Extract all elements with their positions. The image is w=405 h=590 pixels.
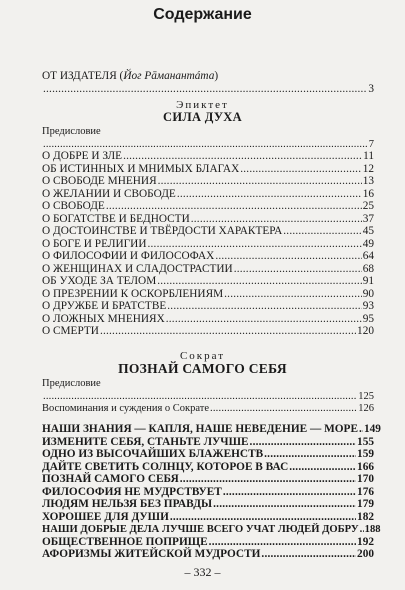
leader-dots <box>210 402 357 415</box>
toc-entry[interactable]: ОДНО ИЗ ВЫСОЧАЙШИХ БЛАЖЕНСТВ ..... 159 <box>42 448 374 461</box>
toc-page-number: 125 <box>358 391 374 402</box>
leader-dots <box>209 536 356 549</box>
leader-dots <box>234 263 362 276</box>
toc-entry[interactable]: АФОРИЗМЫ ЖИТЕЙСКОЙ МУДРОСТИ ..... 200 <box>42 548 374 561</box>
toc-entry[interactable]: О СМЕРТИ ..... 120 <box>42 325 374 338</box>
toc-entry[interactable]: О ЛОЖНЫХ МНЕНИЯХ ..... 95 <box>42 313 374 326</box>
leader-dots <box>224 288 362 301</box>
toc-entry[interactable]: ОБ ИСТИННЫХ И МНИМЫХ БЛАГАХ ..... 12 <box>42 163 374 176</box>
toc-entry[interactable]: О СВОБОДЕ МНЕНИЯ ..... 13 <box>42 175 374 188</box>
toc-entry[interactable]: О ДОБРЕ И ЗЛЕ ..... 11 <box>42 150 374 163</box>
toc-entry[interactable]: ХОРОШЕЕ ДЛЯ ДУШИ ..... 182 <box>42 511 374 524</box>
toc-entry-label: ОТ ИЗДАТЕЛЯ (Йог Рāманантáта) <box>42 70 219 82</box>
toc-entry-label: Предисловие <box>42 126 101 137</box>
leader-dots <box>157 275 361 288</box>
leader-dots <box>359 423 363 436</box>
leader-dots <box>180 473 356 486</box>
leader-dots <box>283 225 361 238</box>
section-author-socrates: Сократ <box>179 350 226 362</box>
leader-dots <box>240 163 361 176</box>
leader-dots <box>289 461 356 474</box>
section-author-epictetus: Эпиктет <box>176 99 229 111</box>
leader-dots <box>158 175 362 188</box>
toc-entry[interactable]: О ПРЕЗРЕНИИ К ОСКОРБЛЕНИЯМ ..... 90 <box>42 288 374 301</box>
toc-entry[interactable]: О БОГАТСТВЕ И БЕДНОСТИ ..... 37 <box>42 213 374 226</box>
leader-dots <box>250 436 357 449</box>
toc-entry-publisher[interactable] <box>42 70 374 96</box>
leader-dots <box>261 548 356 561</box>
toc-entry[interactable]: НАШИ ЗНАНИЯ — КАПЛЯ, НАШЕ НЕВЕДЕНИЕ — МОРЕ ..... 149 <box>42 423 374 436</box>
page-title: Содержание <box>153 6 252 23</box>
page-number: – 332 – <box>184 565 221 579</box>
leader-dots <box>264 448 356 461</box>
toc-entry[interactable] <box>42 125 374 151</box>
toc-entry[interactable]: О ЖЕЛАНИИ И СВОБОДЕ ..... 16 <box>42 188 374 201</box>
toc-entry[interactable]: ФИЛОСОФИЯ НЕ МУДРСТВУЕТ ..... 176 <box>42 486 374 499</box>
leader-dots <box>170 511 356 524</box>
leader-dots <box>213 498 356 511</box>
toc-page-number: 7 <box>368 139 374 150</box>
leader-dots <box>100 325 356 338</box>
leader-dots <box>43 83 367 96</box>
toc-entry[interactable]: ЛЮДЯМ НЕЛЬЗЯ БЕЗ ПРАВДЫ ..... 179 <box>42 498 374 511</box>
leader-dots <box>191 213 362 226</box>
toc-entry[interactable]: Воспоминания и суждения о Сократе ..... 126 <box>42 402 374 415</box>
toc-page-number: 3 <box>368 83 374 95</box>
toc-entry[interactable]: ОБЩЕСТВЕННОЕ ПОПРИЩЕ ..... 192 <box>42 536 374 549</box>
toc-entry[interactable]: О ЖЕНЩИНАХ И СЛАДОСТРАСТИИ ..... 68 <box>42 263 374 276</box>
toc-entry[interactable]: ОБ УХОДЕ ЗА ТЕЛОМ ..... 91 <box>42 275 374 288</box>
toc-entry[interactable]: ИЗМЕНИТЕ СЕБЯ, СТАНЬТЕ ЛУЧШЕ ..... 155 <box>42 436 374 449</box>
toc-entry[interactable] <box>42 377 374 403</box>
toc-entry[interactable]: О ДРУЖБЕ И БРАТСТВЕ ..... 93 <box>42 300 374 313</box>
toc-entry[interactable]: ПОЗНАЙ САМОГО СЕБЯ ..... 170 <box>42 473 374 486</box>
toc-entry[interactable]: О СВОБОДЕ ..... 25 <box>42 200 374 213</box>
toc-entry[interactable]: О ДОСТОИНСТВЕ И ТВЁРДОСТИ ХАРАКТЕРА ..... 45 <box>42 225 374 238</box>
leader-dots <box>167 300 361 313</box>
toc-entry[interactable]: О БОГЕ И РЕЛИГИИ ..... 49 <box>42 238 374 251</box>
leader-dots <box>166 313 362 326</box>
leader-dots <box>360 523 364 536</box>
section-title-epictetus: СИЛА ДУХА <box>163 110 242 124</box>
leader-dots <box>215 250 361 263</box>
leader-dots <box>223 486 356 499</box>
toc-entry[interactable]: О ФИЛОСОФИИ И ФИЛОСОФАХ ..... 64 <box>42 250 374 263</box>
section-title-socrates: ПОЗНАЙ САМОГО СЕБЯ <box>118 361 287 376</box>
leader-dots <box>148 238 362 251</box>
toc-entry[interactable]: ДАЙТЕ СВЕТИТЬ СОЛНЦУ, КОТОРОЕ В ВАС ..... 166 <box>42 461 374 474</box>
leader-dots <box>106 200 362 213</box>
leader-dots <box>123 150 362 163</box>
leader-dots <box>177 188 362 201</box>
toc-entry-label: Предисловие <box>42 378 101 389</box>
toc-entry[interactable]: НАШИ ДОБРЫЕ ДЕЛА ЛУЧШЕ ВСЕГО УЧАТ ЛЮДЕЙ ДОБРУ ..... 188 <box>42 523 374 536</box>
